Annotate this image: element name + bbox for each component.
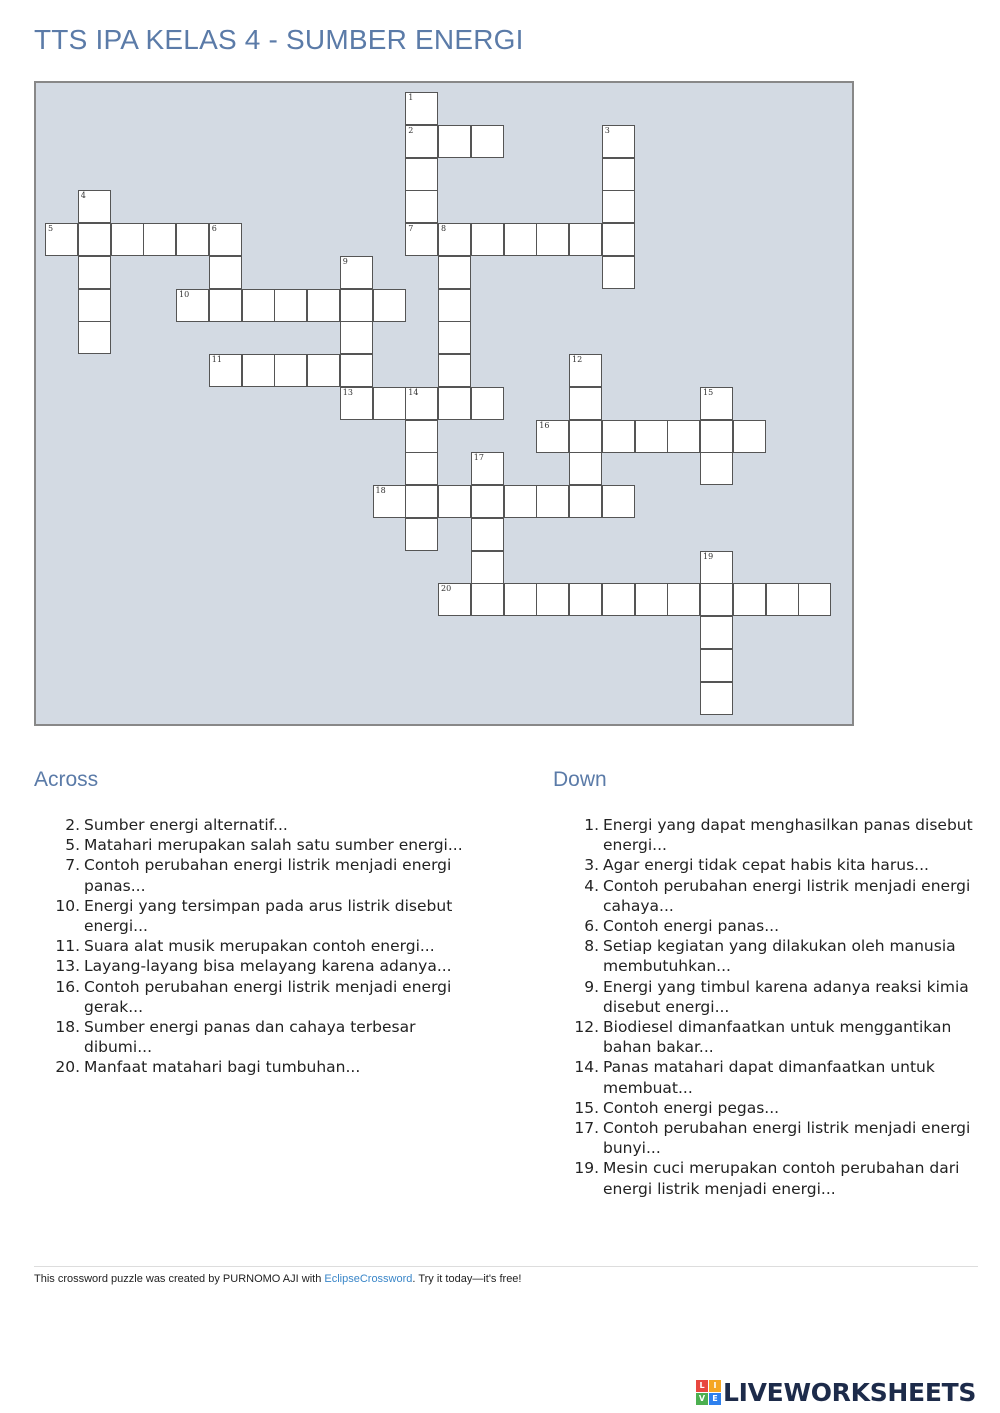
crossword-cell[interactable] <box>176 223 209 256</box>
footer-prefix: This crossword puzzle was created by PURNOMO AJI with <box>34 1273 325 1285</box>
cell-number: 9 <box>342 256 348 266</box>
crossword-cell[interactable] <box>569 485 602 518</box>
crossword-cell[interactable] <box>78 190 111 223</box>
crossword-cell[interactable] <box>569 354 602 387</box>
crossword-cell[interactable] <box>78 321 111 354</box>
across-clue <box>34 815 474 835</box>
crossword-cell[interactable] <box>504 485 537 518</box>
crossword-cell[interactable] <box>78 289 111 322</box>
crossword-cell[interactable] <box>209 289 242 322</box>
crossword-cell[interactable] <box>405 420 438 453</box>
down-clue <box>553 977 983 1017</box>
clue-number: 3. <box>584 856 599 875</box>
clue-text: Sumber energi alternatif... <box>84 816 288 834</box>
clue-text: Setiap kegiatan yang dilakukan oleh manusia membutuhkan... <box>603 937 956 976</box>
eclipsecrossword-link[interactable]: EclipseCrossword <box>324 1273 413 1285</box>
across-clue <box>34 1017 474 1057</box>
crossword-cell[interactable] <box>405 190 438 223</box>
down-clue <box>553 936 983 976</box>
clue-number: 15. <box>574 1098 599 1117</box>
clue-text: Contoh perubahan energi listrik menjadi energi gerak... <box>84 977 452 1016</box>
clue-text: Biodiesel dimanfaatkan untuk menggantikan bahan bakar... <box>603 1018 952 1057</box>
down-clue-list <box>553 815 983 1199</box>
clue-number: 2. <box>65 816 80 834</box>
footer-credit <box>34 1273 521 1285</box>
clue-text: Agar energi tidak cepat habis kita harus... <box>603 856 929 875</box>
crossword-cell[interactable] <box>536 223 569 256</box>
crossword-cell[interactable] <box>209 354 242 387</box>
crossword-cell[interactable] <box>78 223 111 256</box>
crossword-cell[interactable] <box>438 125 471 158</box>
clue-number: 5. <box>65 836 80 855</box>
crossword-cell[interactable] <box>504 223 537 256</box>
crossword-cell[interactable] <box>438 354 471 387</box>
clue-number: 7. <box>65 856 80 875</box>
down-clue <box>553 1118 983 1158</box>
crossword-cell[interactable] <box>471 485 504 518</box>
crossword-cell[interactable] <box>700 387 733 420</box>
cell-number: 6 <box>211 224 217 233</box>
cell-number: 17 <box>473 453 484 463</box>
clue-text: Contoh perubahan energi listrik menjadi energi panas... <box>84 856 452 895</box>
down-clue <box>553 876 983 916</box>
crossword-cell[interactable] <box>700 452 733 485</box>
down-clue <box>553 855 983 875</box>
crossword-cell[interactable] <box>405 158 438 191</box>
cell-number: 19 <box>703 551 714 561</box>
cell-number: 11 <box>211 355 222 364</box>
clue-number: 20. <box>55 1058 80 1077</box>
cell-number: 5 <box>48 224 54 233</box>
across-clue <box>34 977 474 1017</box>
clue-number: 1. <box>584 816 599 834</box>
clue-text: Manfaat matahari bagi tumbuhan... <box>84 1058 361 1077</box>
crossword-cell[interactable] <box>438 256 471 289</box>
crossword-cell[interactable] <box>438 485 471 518</box>
clue-number: 6. <box>584 917 599 936</box>
cell-number: 20 <box>441 584 452 594</box>
crossword-cell[interactable] <box>602 485 635 518</box>
crossword-cell[interactable] <box>569 223 602 256</box>
cell-number: 3 <box>604 125 610 135</box>
clue-text: Panas matahari dapat dimanfaatkan untuk membuat... <box>603 1058 935 1097</box>
crossword-cell[interactable] <box>373 387 406 420</box>
across-clue <box>34 835 474 855</box>
crossword-cell[interactable] <box>635 420 668 453</box>
clue-number: 10. <box>55 896 80 915</box>
clue-number: 11. <box>55 937 80 956</box>
liveworksheets-logo[interactable] <box>696 1378 976 1407</box>
crossword-cell[interactable] <box>45 223 78 256</box>
cell-number: 15 <box>703 387 714 397</box>
crossword-cell[interactable] <box>798 583 831 616</box>
logo-tiles-icon <box>696 1380 721 1405</box>
crossword-cell[interactable] <box>242 289 275 322</box>
crossword-cell[interactable] <box>471 583 504 616</box>
crossword-cell[interactable] <box>700 649 733 682</box>
crossword-cell[interactable] <box>274 354 307 387</box>
crossword-cell[interactable] <box>733 583 766 616</box>
crossword-cell[interactable] <box>569 387 602 420</box>
clue-number: 9. <box>584 977 599 996</box>
crossword-cell[interactable] <box>471 223 504 256</box>
cell-number: 8 <box>441 224 447 233</box>
crossword-cell[interactable] <box>405 125 438 158</box>
crossword-cell[interactable] <box>504 583 537 616</box>
crossword-cell[interactable] <box>373 289 406 322</box>
crossword-cell[interactable] <box>700 583 733 616</box>
clue-number: 18. <box>55 1018 80 1037</box>
crossword-cell[interactable] <box>602 583 635 616</box>
crossword-cell[interactable] <box>471 518 504 551</box>
logo-tile: E <box>709 1393 721 1405</box>
across-clue <box>34 936 474 956</box>
across-clue-list <box>34 815 474 1078</box>
crossword-cell[interactable] <box>602 420 635 453</box>
clue-text: Contoh energi pegas... <box>603 1098 780 1117</box>
crossword-cell[interactable] <box>536 420 569 453</box>
cell-number: 18 <box>375 486 386 495</box>
down-clue <box>553 916 983 936</box>
clue-text: Energi yang dapat menghasilkan panas disebut energi... <box>603 816 973 855</box>
crossword-cell[interactable] <box>667 583 700 616</box>
crossword-cell[interactable] <box>667 420 700 453</box>
clue-text: Sumber energi panas dan cahaya terbesar dibumi... <box>84 1018 416 1057</box>
clue-text: Contoh perubahan energi listrik menjadi energi cahaya... <box>603 876 971 915</box>
cell-number: 12 <box>572 355 583 364</box>
crossword-cell[interactable] <box>209 223 242 256</box>
crossword-cell[interactable] <box>438 223 471 256</box>
cell-number: 4 <box>80 191 86 201</box>
crossword-cell[interactable] <box>340 354 373 387</box>
cell-number: 1 <box>408 93 414 102</box>
crossword-cell[interactable] <box>307 289 340 322</box>
page-title: TTS IPA KELAS 4 - SUMBER ENERGI <box>34 24 524 55</box>
cell-number: 10 <box>179 289 190 299</box>
crossword-cell[interactable] <box>602 158 635 191</box>
crossword-cell[interactable] <box>307 354 340 387</box>
cell-number: 16 <box>539 420 550 430</box>
down-clue <box>553 1098 983 1118</box>
crossword-cell[interactable] <box>242 354 275 387</box>
clue-text: Matahari merupakan salah satu sumber energi... <box>84 836 463 855</box>
crossword-cell[interactable] <box>373 485 406 518</box>
down-clue <box>553 1158 983 1198</box>
across-clue <box>34 855 474 895</box>
crossword-cell[interactable] <box>602 223 635 256</box>
crossword-cell[interactable] <box>700 420 733 453</box>
clue-text: Suara alat musik merupakan contoh energi... <box>84 937 435 956</box>
crossword-cell[interactable] <box>176 289 209 322</box>
logo-tile: I <box>709 1380 721 1392</box>
crossword-cell[interactable] <box>635 583 668 616</box>
crossword-cell[interactable] <box>766 583 799 616</box>
clue-number: 8. <box>584 937 599 956</box>
crossword-cell[interactable] <box>405 92 438 125</box>
clue-number: 17. <box>574 1119 599 1138</box>
cell-number: 13 <box>342 387 353 397</box>
crossword-cell[interactable] <box>209 256 242 289</box>
crossword-cell[interactable] <box>405 485 438 518</box>
clue-number: 12. <box>574 1018 599 1037</box>
down-clue <box>553 1017 983 1057</box>
across-clue <box>34 1057 474 1077</box>
crossword-cell[interactable] <box>536 583 569 616</box>
across-heading: Across <box>34 768 99 791</box>
crossword-cell[interactable] <box>340 321 373 354</box>
crossword-cell[interactable] <box>438 387 471 420</box>
crossword-cell[interactable] <box>602 125 635 158</box>
clue-number: 19. <box>574 1159 599 1178</box>
down-clue <box>553 815 983 855</box>
crossword-cell[interactable] <box>602 190 635 223</box>
logo-tile: V <box>696 1393 708 1405</box>
crossword-cell[interactable] <box>274 289 307 322</box>
clue-text: Contoh energi panas... <box>603 917 780 936</box>
crossword-cell[interactable] <box>405 518 438 551</box>
crossword-cell[interactable] <box>340 387 373 420</box>
cell-number: 2 <box>408 125 414 135</box>
crossword-cell[interactable] <box>700 551 733 584</box>
clue-number: 13. <box>55 957 80 976</box>
crossword-cell[interactable] <box>340 289 373 322</box>
footer-divider <box>34 1266 978 1267</box>
crossword-cell[interactable] <box>78 256 111 289</box>
crossword-cell[interactable] <box>438 583 471 616</box>
crossword-cell[interactable] <box>471 387 504 420</box>
clue-text: Energi yang timbul karena adanya reaksi kimia disebut energi... <box>603 977 969 1016</box>
crossword-cell[interactable] <box>569 452 602 485</box>
crossword-cell[interactable] <box>405 452 438 485</box>
crossword-cell[interactable] <box>438 289 471 322</box>
crossword-cell[interactable] <box>340 256 373 289</box>
crossword-cell[interactable] <box>111 223 144 256</box>
crossword-cell[interactable] <box>569 420 602 453</box>
clue-text: Layang-layang bisa melayang karena adanya... <box>84 957 452 976</box>
footer-suffix: . Try it today—it's free! <box>412 1273 522 1285</box>
crossword-cell[interactable] <box>471 452 504 485</box>
crossword-cell[interactable] <box>700 616 733 649</box>
crossword-cell[interactable] <box>569 583 602 616</box>
crossword-cell[interactable] <box>438 321 471 354</box>
clue-text: Contoh perubahan energi listrik menjadi energi bunyi... <box>603 1119 971 1158</box>
crossword-cell[interactable] <box>700 682 733 715</box>
crossword-cell[interactable] <box>471 551 504 584</box>
crossword-cell[interactable] <box>536 485 569 518</box>
logo-text: LIVEWORKSHEETS <box>723 1378 977 1407</box>
clue-number: 16. <box>55 977 80 996</box>
crossword-cell[interactable] <box>471 125 504 158</box>
crossword-cell[interactable] <box>602 256 635 289</box>
down-heading: Down <box>553 768 607 791</box>
clue-text: Mesin cuci merupakan contoh perubahan dari energi listrik menjadi energi... <box>603 1159 960 1198</box>
across-clue <box>34 896 474 936</box>
crossword-cell[interactable] <box>733 420 766 453</box>
across-clue <box>34 956 474 976</box>
clue-number: 4. <box>584 876 599 895</box>
logo-tile: L <box>696 1380 708 1392</box>
crossword-cell[interactable] <box>405 387 438 420</box>
clue-number: 14. <box>574 1058 599 1077</box>
crossword-grid <box>34 81 854 726</box>
down-clue <box>553 1057 983 1097</box>
cell-number: 7 <box>408 224 414 233</box>
crossword-cell[interactable] <box>405 223 438 256</box>
cell-number: 14 <box>408 387 419 397</box>
crossword-cell[interactable] <box>143 223 176 256</box>
clue-text: Energi yang tersimpan pada arus listrik disebut energi... <box>84 896 453 936</box>
